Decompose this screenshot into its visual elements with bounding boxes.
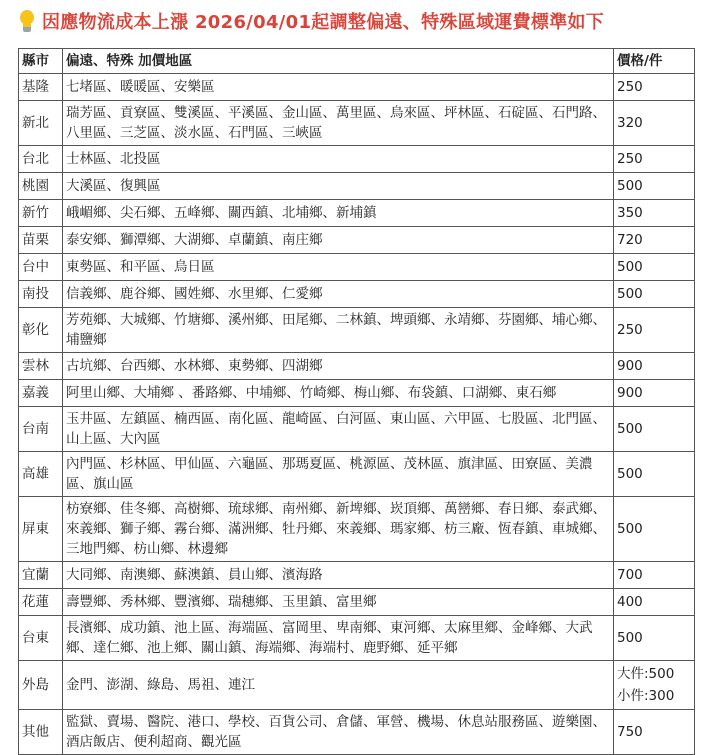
county-cell: 外島 bbox=[19, 661, 63, 710]
table-row bbox=[19, 589, 695, 616]
table-row bbox=[19, 710, 695, 755]
county-cell: 屏東 bbox=[19, 497, 63, 562]
areas-cell: 長濱鄉、成功鎮、池上區、海端區、富岡里、卑南鄉、東河鄉、太麻里鄉、金峰鄉、大武鄉、達仁鄉、池上鄉、關山鎮、海端鄉、海端村、鹿野鄉、延平鄉 bbox=[63, 616, 614, 661]
areas-cell: 壽豐鄉、秀林鄉、豐濱鄉、瑞穗鄉、玉里鎮、富里鄉 bbox=[63, 589, 614, 616]
price-cell: 320 bbox=[614, 101, 695, 146]
table-row bbox=[19, 616, 695, 661]
county-cell: 台東 bbox=[19, 616, 63, 661]
areas-cell: 芳苑鄉、大城鄉、竹塘鄉、溪州鄉、田尾鄉、二林鎮、埤頭鄉、永靖鄉、芬園鄉、埔心鄉、埔鹽鄉 bbox=[63, 308, 614, 353]
areas-cell: 瑞芳區、貢寮區、雙溪區、平溪區、金山區、萬里區、烏來區、坪林區、石碇區、石門路、八里區、三芝區、淡水區、石門區、三峽區 bbox=[63, 101, 614, 146]
areas-cell: 士林區、北投區 bbox=[63, 146, 614, 173]
header-areas: 偏遠、特殊 加價地區 bbox=[63, 49, 614, 74]
county-cell: 苗栗 bbox=[19, 227, 63, 254]
price-large-item: 大件:500 bbox=[617, 666, 675, 682]
areas-cell: 內門區、杉林區、甲仙區、六龜區、那瑪夏區、桃源區、茂林區、旗津區、田寮區、美濃區、旗山區 bbox=[63, 452, 614, 497]
table-row bbox=[19, 74, 695, 101]
areas-cell: 玉井區、左鎮區、楠西區、南化區、龍崎區、白河區、東山區、六甲區、七股區、北門區、山上區、大內區 bbox=[63, 407, 614, 452]
areas-cell: 大溪區、復興區 bbox=[63, 173, 614, 200]
table-row bbox=[19, 254, 695, 281]
table-row bbox=[19, 452, 695, 497]
price-cell: 500 bbox=[614, 616, 695, 661]
table-row bbox=[19, 101, 695, 146]
price-cell: 720 bbox=[614, 227, 695, 254]
lightbulb-icon bbox=[18, 9, 36, 33]
table-row bbox=[19, 308, 695, 353]
table-row bbox=[19, 380, 695, 407]
price-cell: 700 bbox=[614, 562, 695, 589]
table-row bbox=[19, 227, 695, 254]
county-cell: 南投 bbox=[19, 281, 63, 308]
header-price: 價格/件 bbox=[614, 49, 695, 74]
price-cell: 500 bbox=[614, 497, 695, 562]
price-cell: 400 bbox=[614, 589, 695, 616]
price-cell bbox=[614, 661, 695, 710]
areas-cell: 泰安鄉、獅潭鄉、大湖鄉、卓蘭鎮、南庄鄉 bbox=[63, 227, 614, 254]
table-row bbox=[19, 661, 695, 710]
table-row bbox=[19, 200, 695, 227]
county-cell: 嘉義 bbox=[19, 380, 63, 407]
county-cell: 新北 bbox=[19, 101, 63, 146]
areas-cell: 金門、澎湖、綠島、馬祖、連江 bbox=[63, 661, 614, 710]
price-cell: 900 bbox=[614, 353, 695, 380]
county-cell: 桃園 bbox=[19, 173, 63, 200]
county-cell: 台北 bbox=[19, 146, 63, 173]
table-row bbox=[19, 562, 695, 589]
areas-cell: 枋寮鄉、佳冬鄉、高樹鄉、琉球鄉、南州鄉、新埤鄉、崁頂鄉、萬巒鄉、春日鄉、泰武鄉、來義鄉、獅子鄉、霧台鄉、滿洲鄉、牡丹鄉、來義鄉、瑪家鄉、枋三廠、恆春鎮、車城鄉、三地門鄉、枋山鄉、林邊鄉 bbox=[63, 497, 614, 562]
county-cell: 彰化 bbox=[19, 308, 63, 353]
shipping-fee-table bbox=[18, 48, 695, 755]
table-row bbox=[19, 407, 695, 452]
county-cell: 台中 bbox=[19, 254, 63, 281]
table-row bbox=[19, 173, 695, 200]
price-cell: 500 bbox=[614, 281, 695, 308]
header-county: 縣市 bbox=[19, 49, 63, 74]
areas-cell: 東勢區、和平區、烏日區 bbox=[63, 254, 614, 281]
announcement-heading bbox=[18, 8, 698, 34]
announcement-title: 因應物流成本上漲 2026/04/01起調整偏遠、特殊區域運費標準如下 bbox=[42, 12, 605, 33]
county-cell: 宜蘭 bbox=[19, 562, 63, 589]
price-cell: 500 bbox=[614, 452, 695, 497]
price-cell: 500 bbox=[614, 407, 695, 452]
areas-cell: 峨嵋鄉、尖石鄉、五峰鄉、關西鎮、北埔鄉、新埔鎮 bbox=[63, 200, 614, 227]
areas-cell: 大同鄉、南澳鄉、蘇澳鎮、員山鄉、濱海路 bbox=[63, 562, 614, 589]
table-row bbox=[19, 146, 695, 173]
county-cell: 台南 bbox=[19, 407, 63, 452]
price-cell: 750 bbox=[614, 710, 695, 755]
county-cell: 其他 bbox=[19, 710, 63, 755]
price-cell: 500 bbox=[614, 173, 695, 200]
areas-cell: 信義鄉、鹿谷鄉、國姓鄉、水里鄉、仁愛鄉 bbox=[63, 281, 614, 308]
table-row bbox=[19, 497, 695, 562]
areas-cell: 七堵區、暖暖區、安樂區 bbox=[63, 74, 614, 101]
price-cell: 250 bbox=[614, 74, 695, 101]
county-cell: 新竹 bbox=[19, 200, 63, 227]
table-header-row bbox=[19, 49, 695, 74]
county-cell: 高雄 bbox=[19, 452, 63, 497]
table-row bbox=[19, 353, 695, 380]
price-cell: 250 bbox=[614, 146, 695, 173]
areas-cell: 監獄、賣場、醫院、港口、學校、百貨公司、倉儲、軍營、機場、休息站服務區、遊樂園、酒店飯店、便利超商、觀光區 bbox=[63, 710, 614, 755]
price-small-item: 小件:300 bbox=[617, 688, 675, 704]
areas-cell: 古坑鄉、台西鄉、水林鄉、東勢鄉、四湖鄉 bbox=[63, 353, 614, 380]
areas-cell: 阿里山鄉、大埔鄉 、番路鄉、中埔鄉、竹崎鄉、梅山鄉、布袋鎮、口湖鄉、東石鄉 bbox=[63, 380, 614, 407]
price-cell: 900 bbox=[614, 380, 695, 407]
county-cell: 雲林 bbox=[19, 353, 63, 380]
county-cell: 基隆 bbox=[19, 74, 63, 101]
price-cell: 500 bbox=[614, 254, 695, 281]
table-row bbox=[19, 281, 695, 308]
price-cell: 350 bbox=[614, 200, 695, 227]
price-cell: 250 bbox=[614, 308, 695, 353]
county-cell: 花蓮 bbox=[19, 589, 63, 616]
